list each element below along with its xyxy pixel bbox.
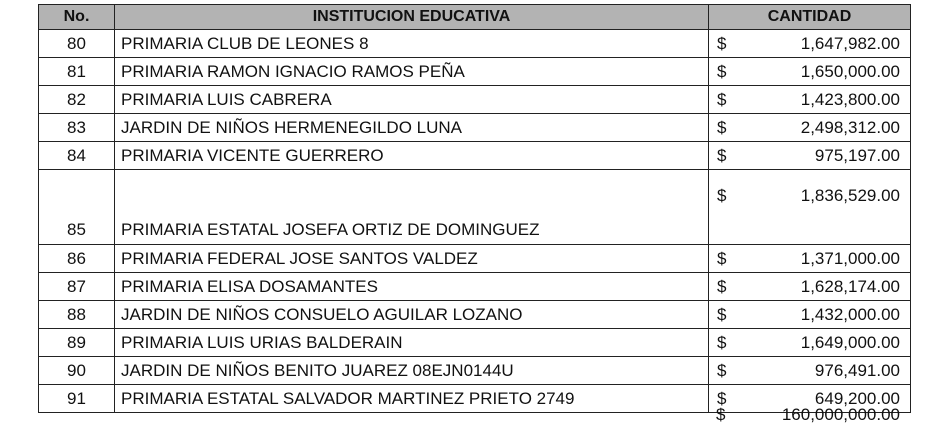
amount-value: 1,432,000.00	[800, 304, 900, 324]
row-number: 85	[39, 170, 115, 245]
table-row	[39, 114, 911, 142]
amount-cell	[709, 329, 911, 357]
row-number: 90	[39, 357, 115, 385]
currency-symbol: $	[717, 89, 727, 109]
amount-value: 2,498,312.00	[800, 117, 900, 137]
table-row	[39, 329, 911, 357]
currency-symbol: $	[717, 248, 727, 268]
table-row	[39, 273, 911, 301]
table-row	[39, 142, 911, 170]
amount-cell	[709, 357, 911, 385]
row-number: 86	[39, 245, 115, 273]
header-institution: INSTITUCION EDUCATIVA	[115, 5, 709, 30]
institution-name: PRIMARIA VICENTE GUERRERO	[115, 142, 709, 170]
row-number: 87	[39, 273, 115, 301]
amount-cell	[709, 142, 911, 170]
institutions-table	[38, 4, 911, 413]
amount-value: 1,649,000.00	[800, 332, 900, 352]
header-amount: CANTIDAD	[709, 5, 911, 30]
table-row	[39, 86, 911, 114]
header-no: No.	[39, 5, 115, 30]
table-row	[39, 301, 911, 329]
amount-value: 976,491.00	[814, 360, 900, 380]
currency-symbol: $	[717, 33, 727, 53]
institution-name: JARDIN DE NIÑOS CONSUELO AGUILAR LOZANO	[115, 301, 709, 329]
amount-value: 1,836,529.00	[800, 186, 900, 205]
institution-name: PRIMARIA ESTATAL SALVADOR MARTINEZ PRIETO 2749	[115, 385, 709, 413]
institution-name: JARDIN DE NIÑOS BENITO JUAREZ 08EJN0144U	[115, 357, 709, 385]
amount-value: 1,628,174.00	[800, 276, 900, 296]
currency-symbol: $	[717, 117, 727, 137]
amount-cell	[709, 245, 911, 273]
table-body	[39, 30, 911, 413]
row-number: 89	[39, 329, 115, 357]
amount-value: 975,197.00	[814, 145, 900, 165]
row-number: 83	[39, 114, 115, 142]
currency-symbol: $	[717, 332, 727, 352]
table-row	[39, 170, 911, 245]
total-amount: 160,000,000.00	[781, 405, 900, 424]
grand-total	[708, 405, 910, 425]
institutions-table-container	[38, 4, 910, 413]
row-number: 80	[39, 30, 115, 58]
row-number: 82	[39, 86, 115, 114]
total-currency-symbol: $	[716, 405, 726, 424]
currency-symbol: $	[717, 145, 727, 165]
row-number: 91	[39, 385, 115, 413]
amount-value: 1,423,800.00	[800, 89, 900, 109]
currency-symbol: $	[717, 61, 727, 81]
currency-symbol: $	[717, 276, 727, 296]
amount-value: 1,371,000.00	[800, 248, 900, 268]
row-number: 84	[39, 142, 115, 170]
institution-name: PRIMARIA ESTATAL JOSEFA ORTIZ DE DOMINGUEZ	[115, 170, 709, 245]
institution-name: PRIMARIA FEDERAL JOSE SANTOS VALDEZ	[115, 245, 709, 273]
table-header-row	[39, 5, 911, 30]
institution-name: PRIMARIA CLUB DE LEONES 8	[115, 30, 709, 58]
amount-cell	[709, 301, 911, 329]
amount-value: 1,650,000.00	[800, 61, 900, 81]
amount-cell	[709, 58, 911, 86]
amount-cell	[709, 170, 911, 245]
currency-symbol: $	[717, 304, 727, 324]
institution-name: PRIMARIA LUIS CABRERA	[115, 86, 709, 114]
currency-symbol: $	[717, 186, 727, 205]
table-row	[39, 58, 911, 86]
amount-cell	[709, 30, 911, 58]
table-row	[39, 357, 911, 385]
currency-symbol: $	[717, 360, 727, 380]
row-number: 81	[39, 58, 115, 86]
institution-name: JARDIN DE NIÑOS HERMENEGILDO LUNA	[115, 114, 709, 142]
row-number: 88	[39, 301, 115, 329]
amount-value: 649,200.00	[814, 388, 900, 408]
amount-value: 1,647,982.00	[800, 33, 900, 53]
institution-name: PRIMARIA LUIS URIAS BALDERAIN	[115, 329, 709, 357]
table-row	[39, 245, 911, 273]
institution-name: PRIMARIA RAMON IGNACIO RAMOS PEÑA	[115, 58, 709, 86]
amount-cell	[709, 86, 911, 114]
amount-cell	[709, 114, 911, 142]
amount-cell	[709, 273, 911, 301]
institution-name: PRIMARIA ELISA DOSAMANTES	[115, 273, 709, 301]
currency-symbol: $	[717, 388, 727, 408]
table-row	[39, 30, 911, 58]
